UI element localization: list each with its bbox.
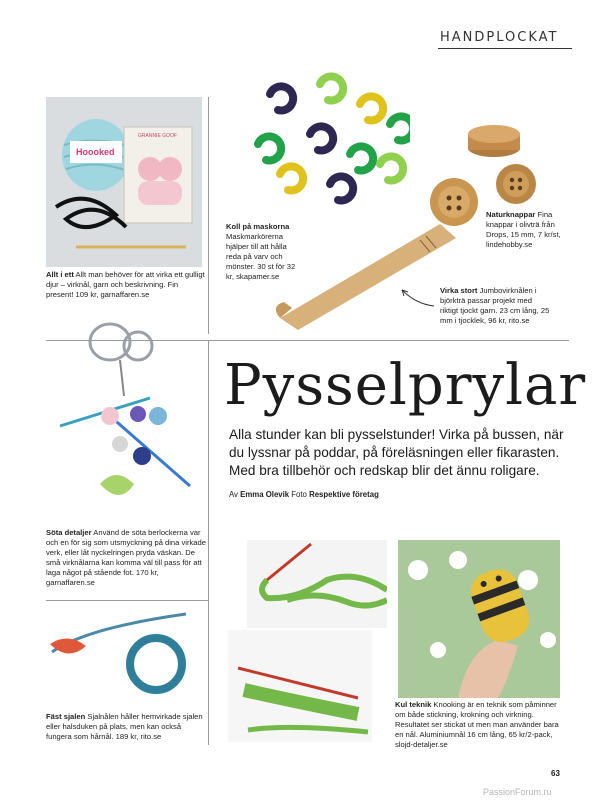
stitch-markers-photo (240, 64, 410, 214)
page-number: 63 (551, 769, 560, 778)
caption-text: Maskmarkörerna hjälper till att hålla reda på varv och mönster. 30 st för 32 kr, skapamer.se (226, 232, 296, 281)
caption-name: Koll på maskorna (226, 222, 290, 231)
byline-photo: Respektive företag (309, 490, 379, 499)
watermark: PassionForum.ru (483, 787, 552, 797)
knooking-photo-bottom (228, 630, 372, 742)
caption-name: Naturknappar (486, 210, 536, 219)
section-rule (438, 48, 572, 49)
keyring-photo (50, 316, 200, 521)
divider-vertical-left (208, 97, 209, 334)
caption-text: Sjalnålen håller hemvirkade sjalen eller halsduken på plats, men kan också fungera som hårnål. 189 kr, rito.se (46, 712, 203, 741)
caption-text: Använd de söta berlockerna var och en för sig som utsmyckning på dina virkade verk, eller låt nyckelringen pryda väskan. De små virknålarna kan komma väl till pass för att laga något på stående fot. 170 kr, garnaffaren.se (46, 528, 206, 587)
arrow-pointer (396, 286, 436, 310)
caption-text: Allt man behöver för att virka ett gulligt djur – virknål, garn och beskrivning. Fin present! 109 kr, garnaffaren.se (46, 270, 205, 299)
caption-kul-teknik (395, 700, 565, 750)
caption-text: Knooking är en teknik som påminner om både stickning, krokning och virkning. Resultatet ser stickat ut men man använder bara en nål. Aluminiumnål 16 cm lång, 65 kr/2-pack, slojd-detaljer.se (395, 700, 559, 749)
divider-vertical-left-lower (208, 340, 209, 745)
byline-author-prefix: Av (229, 490, 238, 499)
kit-box-brand: Hoooked (76, 147, 115, 157)
divider-horizontal-left-mid (46, 600, 208, 601)
finger-puppet-photo (398, 540, 560, 698)
byline-author: Emma Olevik (240, 490, 290, 499)
caption-name: Söta detaljer (46, 528, 92, 537)
kit-box-product: GRANNIE GOOF (138, 133, 177, 139)
byline-photo-prefix: Foto (291, 490, 307, 499)
caption-text: Fina knappar i olivträ från Drops, 15 mm, 7 kr/st, lindehobby.se (486, 210, 561, 249)
caption-sota-detaljer (46, 528, 206, 588)
caption-fast-sjalen (46, 712, 206, 742)
caption-name: Virka stort (440, 286, 478, 295)
section-title: HANDPLOCKAT (440, 30, 559, 45)
page-title: Pysselprylar (224, 353, 587, 418)
caption-naturknappar (486, 210, 564, 250)
lead-paragraph: Alla stunder kan bli pysselstunder! Virka på bussen, när du lyssnar på poddar, på föreläsningen eller fikarasten. Med bra tillbehör och redskap blir det ännu roligare. (229, 427, 564, 478)
knooking-photo-top (247, 540, 387, 628)
caption-name: Kul teknik (395, 700, 432, 709)
caption-allt-i-ett (46, 270, 206, 300)
caption-name: Allt i ett (46, 270, 74, 279)
caption-text: Jumbovirknålen i björkträ passar projekt med riktigt tjockt garn. 23 cm lång, 25 mm i tjocklek, 96 kr, rito.se (440, 286, 550, 325)
byline (229, 490, 379, 499)
kit-photo (46, 97, 202, 267)
shawl-pin-photo (46, 608, 206, 700)
caption-name: Fäst sjalen (46, 712, 86, 721)
caption-virka-stort (440, 286, 550, 326)
